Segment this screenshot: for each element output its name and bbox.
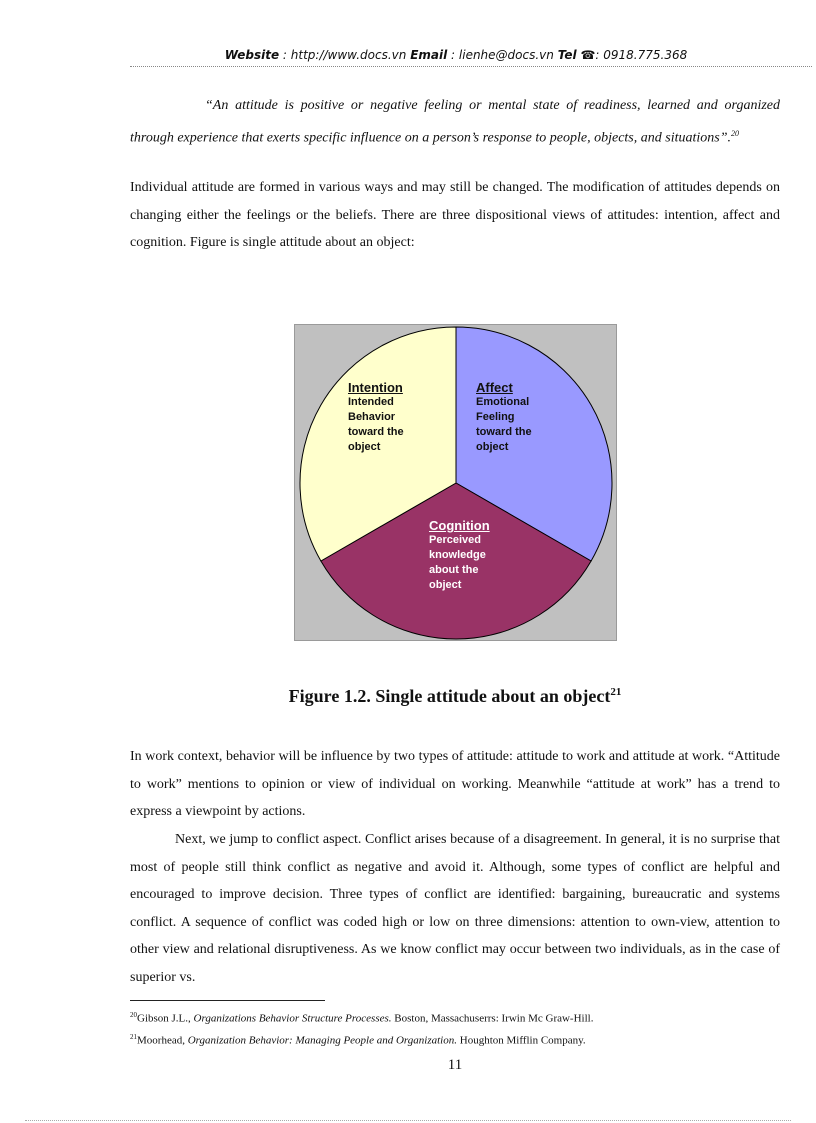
affect-desc-1: Emotional	[476, 396, 530, 408]
quote-text: “An attitude is positive or negative feeling or mental state of readiness, learned and organized through experience that exerts specific influence on a person’s response to people, objects, and situations”.	[130, 98, 780, 146]
cognition-desc-4: object	[429, 579, 462, 591]
footnote-20	[130, 1006, 790, 1028]
quote-footnote-ref: 20	[731, 128, 739, 138]
website-url[interactable]: : http://www.docs.vn	[282, 48, 407, 62]
intention-desc-2: Behavior	[348, 411, 396, 423]
figure-caption	[130, 686, 780, 707]
paragraph-work-attitude: In work context, behavior will be influence by two types of attitude: attitude to work and attitude at work. “Attitude to work” mentions to opinion or view of individual on working. Meanwhile “attitude at work” has a trend to express a viewpoint by actions.	[130, 749, 780, 819]
paragraph-conflict: Next, we jump to conflict aspect. Conflict arises because of a disagreement. In general, it is no surprise that most of people still think conflict as negative and avoid it. Although, some types of conflict are helpful and encouraged to improve decision. Three types of conflict are identified: bargaining, bureaucratic and systems conflict. A sequence of conflict was coded high or low on three dimensions: attention to own-view, attention to other view and relational disruptiveness. As we know conflict may occur between two individuals, as in the case of superior vs.	[130, 832, 780, 985]
footnote-number: 21	[130, 1032, 137, 1041]
intention-desc-3: toward the	[348, 426, 404, 438]
header-divider	[130, 66, 812, 67]
attitude-pie-figure	[294, 324, 617, 641]
footnote-title: Organization Behavior: Managing People and Organization.	[187, 1034, 457, 1047]
cognition-label	[429, 518, 490, 593]
intention-desc-1: Intended	[348, 396, 394, 408]
intention-desc-4: object	[348, 441, 381, 453]
affect-label	[476, 380, 532, 455]
footnote-divider	[130, 1000, 325, 1001]
phone-icon: ☎	[580, 48, 596, 62]
page-number: 11	[447, 1057, 463, 1073]
affect-desc-3: toward the	[476, 426, 532, 438]
footnote-publisher: Houghton Mifflin Company.	[459, 1034, 586, 1047]
footnotes	[130, 1006, 790, 1049]
affect-desc-2: Feeling	[476, 411, 515, 423]
footnote-author: Moorhead,	[137, 1034, 185, 1047]
email-value[interactable]: : lienhe@docs.vn	[451, 48, 554, 62]
footnote-number: 20	[130, 1011, 137, 1019]
website-label: Website	[224, 48, 280, 62]
caption-text: Figure 1.2. Single attitude about an object	[288, 686, 611, 706]
cognition-title: Cognition	[429, 518, 490, 533]
email-label: Email	[410, 48, 448, 62]
footnote-publisher: Boston, Massachuserrs: Irwin Mc Graw-Hill.	[394, 1012, 594, 1025]
cognition-desc-3: about the	[429, 564, 479, 576]
cognition-desc-1: Perceived	[429, 534, 481, 546]
tel-value: : 0918.775.368	[595, 48, 688, 62]
intention-label	[348, 380, 404, 455]
footer-divider	[25, 1120, 791, 1121]
footnote-title: Organizations Behavior Structure Processes.	[193, 1012, 392, 1025]
definition-quote	[130, 92, 780, 152]
affect-desc-4: object	[476, 441, 509, 453]
tel-label: Tel	[557, 48, 577, 62]
caption-footnote-ref: 21	[610, 686, 622, 698]
cognition-desc-2: knowledge	[429, 549, 486, 561]
affect-title: Affect	[476, 380, 513, 395]
intention-title: Intention	[348, 380, 403, 395]
footnote-author: Gibson J.L.,	[137, 1012, 191, 1025]
footnote-21	[130, 1028, 790, 1050]
page-header	[130, 48, 782, 62]
paragraph-attitudes: Individual attitude are formed in various ways and may still be changed. The modification of attitudes depends on changing either the feelings or the beliefs. There are three dispositional views of attitudes: intention, affect and cognition. Figure is single attitude about an object:	[130, 180, 780, 250]
